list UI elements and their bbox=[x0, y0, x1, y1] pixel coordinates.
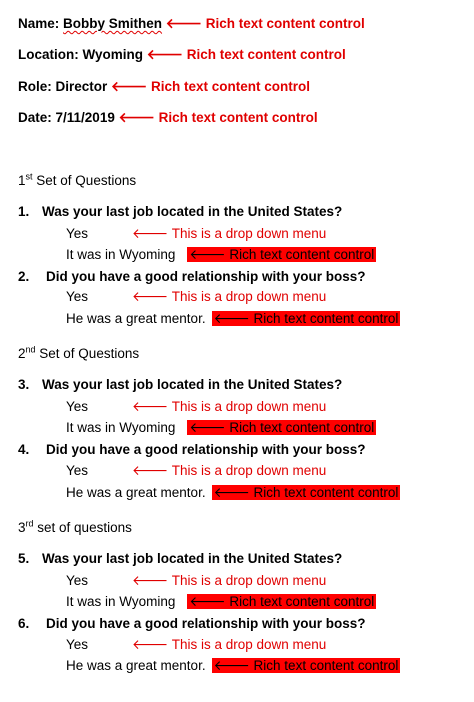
rich-text-note: 🡐 Rich text content control bbox=[213, 311, 399, 326]
rich-text-note: 🡐 Rich text content control bbox=[189, 420, 375, 435]
dropdown-note: 🡐 This is a drop down menu bbox=[132, 463, 327, 478]
left-arrow-icon: 🡐 bbox=[132, 226, 169, 241]
left-arrow-icon: 🡐 bbox=[165, 16, 202, 31]
question-6: 6. Did you have a good relationship with your boss? bbox=[18, 616, 366, 631]
answer-dropdown-3[interactable]: Yes 🡐 This is a drop down menu bbox=[66, 399, 327, 414]
location-line bbox=[18, 46, 346, 64]
dropdown-note: 🡐 This is a drop down menu bbox=[132, 637, 327, 652]
detail-2[interactable]: He was a great mentor. 🡐 Rich text content control bbox=[66, 311, 399, 326]
section-2-title: 2nd Set of Questions bbox=[18, 344, 140, 361]
section-1-title: 1st Set of Questions bbox=[18, 171, 137, 188]
left-arrow-icon: 🡐 bbox=[146, 47, 183, 62]
question-3: 3. Was your last job located in the United States? bbox=[18, 377, 343, 392]
left-arrow-icon: 🡐 bbox=[189, 594, 226, 609]
detail-6[interactable]: He was a great mentor. 🡐 Rich text content control bbox=[66, 658, 399, 673]
role-note: 🡐 Rich text content control bbox=[111, 79, 311, 94]
rich-text-note: 🡐 Rich text content control bbox=[213, 658, 399, 673]
left-arrow-icon: 🡐 bbox=[132, 289, 169, 304]
question-1: 1. Was your last job located in the United States? bbox=[18, 204, 343, 219]
left-arrow-icon: 🡐 bbox=[132, 463, 169, 478]
answer-dropdown-1[interactable]: Yes 🡐 This is a drop down menu bbox=[66, 226, 327, 241]
answer-dropdown-2[interactable]: Yes 🡐 This is a drop down menu bbox=[66, 289, 327, 304]
detail-4[interactable]: He was a great mentor. 🡐 Rich text content control bbox=[66, 485, 399, 500]
dropdown-note: 🡐 This is a drop down menu bbox=[132, 289, 327, 304]
role-line bbox=[18, 78, 310, 96]
date-value[interactable]: 7/11/2019 bbox=[55, 110, 115, 125]
left-arrow-icon: 🡐 bbox=[132, 637, 169, 652]
left-arrow-icon: 🡐 bbox=[132, 573, 169, 588]
location-value[interactable]: Wyoming bbox=[82, 47, 143, 62]
location-note: 🡐 Rich text content control bbox=[146, 47, 346, 62]
answer-dropdown-6[interactable]: Yes 🡐 This is a drop down menu bbox=[66, 637, 327, 652]
date-line bbox=[18, 109, 318, 127]
rich-text-note: 🡐 Rich text content control bbox=[213, 485, 399, 500]
dropdown-note: 🡐 This is a drop down menu bbox=[132, 573, 327, 588]
answer-dropdown-4[interactable]: Yes 🡐 This is a drop down menu bbox=[66, 463, 327, 478]
detail-3[interactable]: It was in Wyoming 🡐 Rich text content control bbox=[66, 420, 375, 435]
dropdown-note: 🡐 This is a drop down menu bbox=[132, 226, 327, 241]
detail-5[interactable]: It was in Wyoming 🡐 Rich text content control bbox=[66, 594, 375, 609]
date-label: Date: bbox=[18, 110, 56, 125]
location-label: Location: bbox=[18, 47, 83, 62]
rich-text-note: 🡐 Rich text content control bbox=[189, 594, 375, 609]
section-3-title: 3rd set of questions bbox=[18, 518, 132, 535]
left-arrow-icon: 🡐 bbox=[118, 110, 155, 125]
question-2: 2. Did you have a good relationship with your boss? bbox=[18, 269, 366, 284]
left-arrow-icon: 🡐 bbox=[189, 420, 226, 435]
name-value[interactable]: Bobby Smithen bbox=[63, 16, 163, 31]
detail-1[interactable]: It was in Wyoming 🡐 Rich text content control bbox=[66, 247, 375, 262]
rich-text-note: 🡐 Rich text content control bbox=[189, 247, 375, 262]
name-note: 🡐 Rich text content control bbox=[165, 16, 365, 31]
left-arrow-icon: 🡐 bbox=[189, 247, 226, 262]
dropdown-note: 🡐 This is a drop down menu bbox=[132, 399, 327, 414]
date-note: 🡐 Rich text content control bbox=[118, 110, 318, 125]
role-value[interactable]: Director bbox=[55, 79, 108, 94]
name-label: Name: bbox=[18, 16, 64, 31]
left-arrow-icon: 🡐 bbox=[213, 485, 250, 500]
left-arrow-icon: 🡐 bbox=[111, 79, 148, 94]
left-arrow-icon: 🡐 bbox=[213, 658, 250, 673]
left-arrow-icon: 🡐 bbox=[213, 311, 250, 326]
role-label: Role: bbox=[18, 79, 56, 94]
question-5: 5. Was your last job located in the United States? bbox=[18, 551, 343, 566]
name-line bbox=[18, 15, 365, 33]
question-4: 4. Did you have a good relationship with your boss? bbox=[18, 442, 366, 457]
answer-dropdown-5[interactable]: Yes 🡐 This is a drop down menu bbox=[66, 573, 327, 588]
left-arrow-icon: 🡐 bbox=[132, 399, 169, 414]
